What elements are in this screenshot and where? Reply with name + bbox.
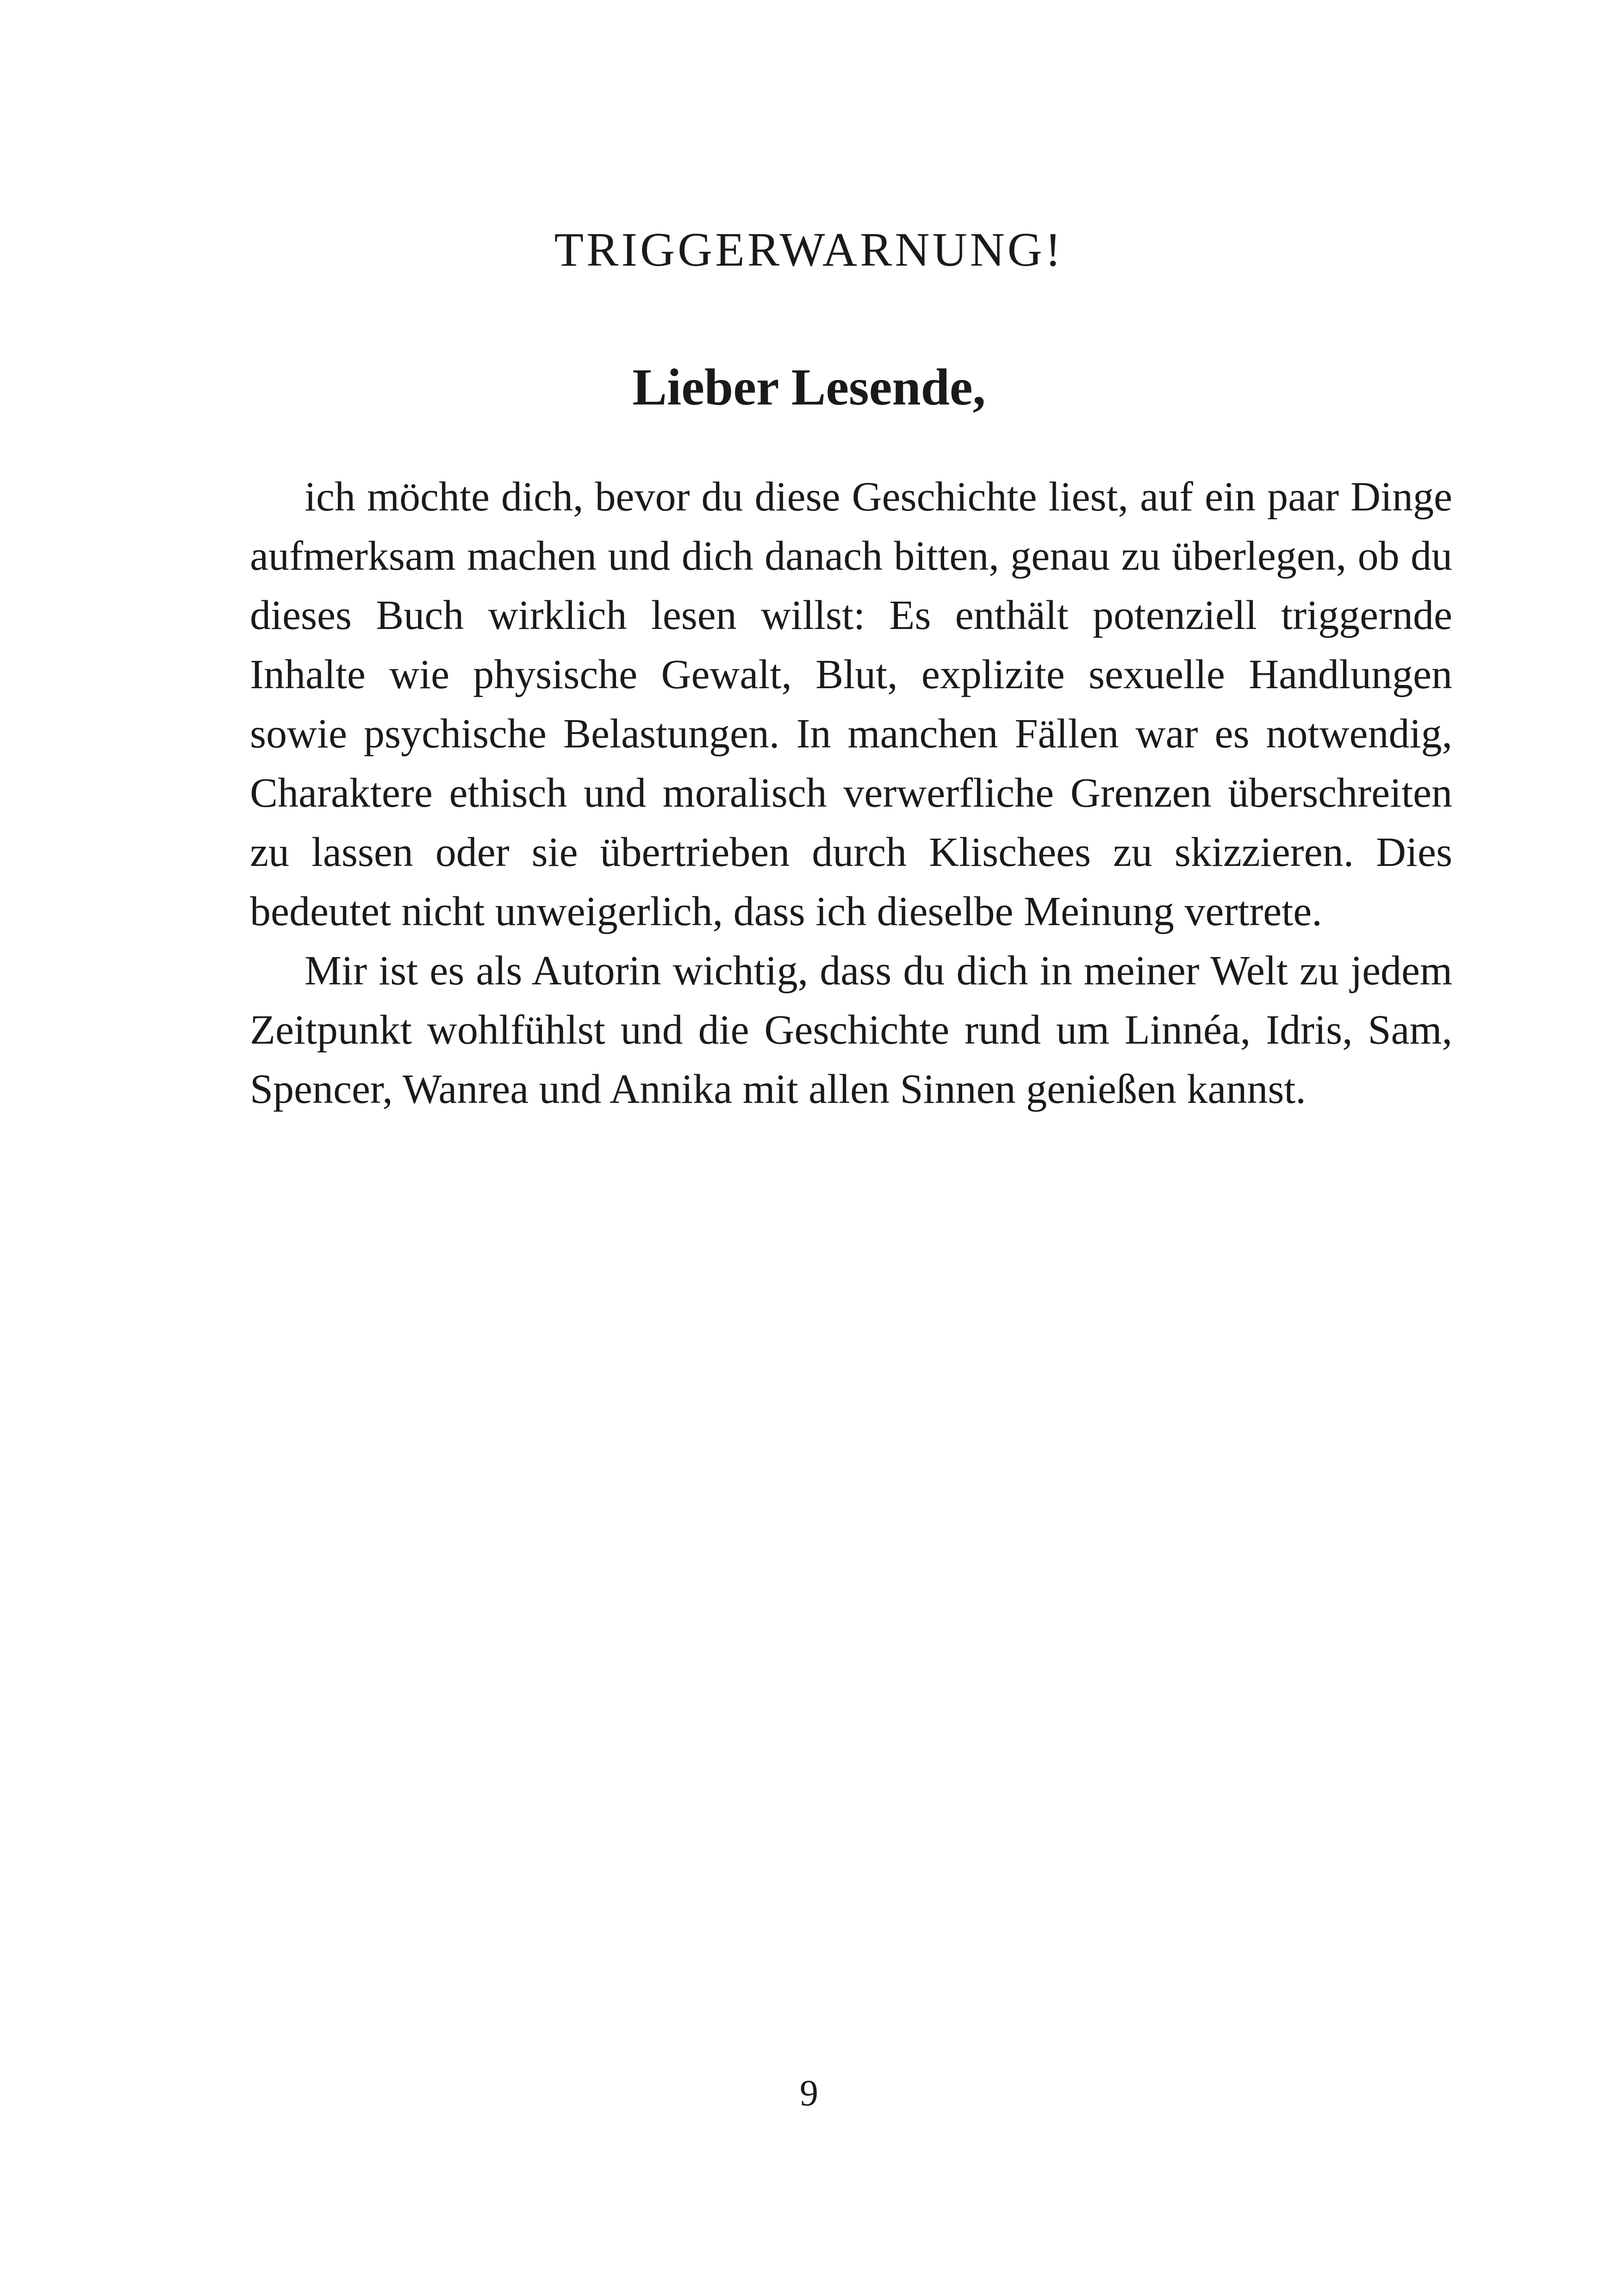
paragraph: Mir ist es als Autorin wichtig, dass du dich in meiner Welt zu jedem Zeitpunkt wohlfühlst und die Geschichte rund um Linnéa, Idris, Sam, Spencer, Wanrea und Annika mit allen Sinnen genießen kannst. xyxy=(250,948,1452,1112)
body-text xyxy=(250,467,1452,1119)
chapter-heading: TRIGGERWARNUNG! xyxy=(554,223,1064,276)
salutation: Lieber Lesende, xyxy=(632,359,986,416)
paragraph: ich möchte dich, bevor du diese Geschichte liest, auf ein paar Dinge aufmerksam machen und dich danach bitten, genau zu überlegen, ob du dieses Buch wirklich lesen willst: Es enthält potenziell triggernde Inhalte wie physische Gewalt, Blut, explizite sexuelle Handlungen sowie psychische Belastungen. In manchen Fällen war es notwendig, Charaktere ethisch und moralisch verwerfliche Grenzen überschreiten zu lassen oder sie übertrieben durch Klischees zu skizzieren. Dies bedeutet nicht unweigerlich, dass ich dieselbe Meinung vertrete. xyxy=(250,474,1452,934)
page-number: 9 xyxy=(800,2073,818,2114)
